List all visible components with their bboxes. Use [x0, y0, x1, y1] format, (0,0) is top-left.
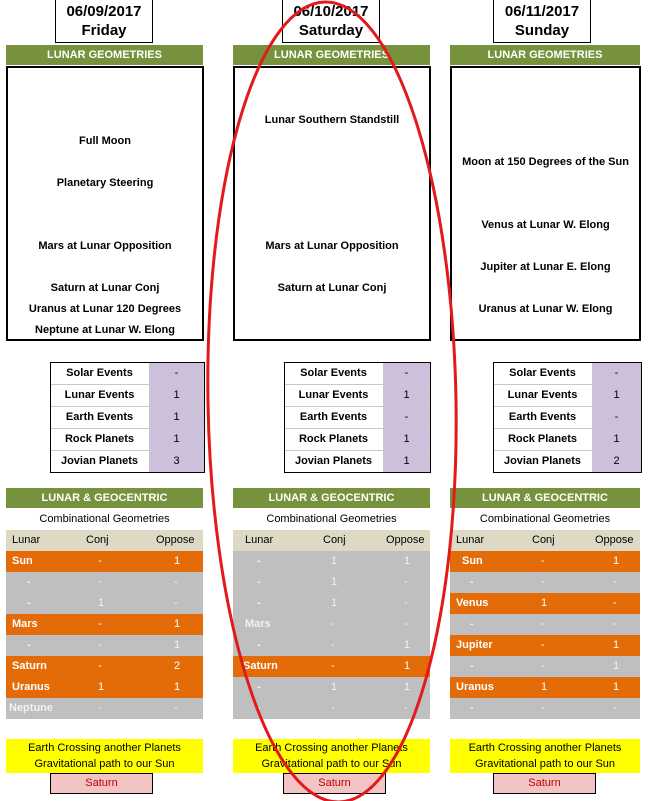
stat-value: -: [592, 407, 641, 428]
earth-crossing-line2: Gravitational path to our Sun: [474, 758, 616, 770]
earth-crossing-band: [233, 739, 430, 773]
lunar-events-box: [450, 66, 641, 341]
stat-value: -: [149, 363, 204, 384]
row-conj: 1: [541, 681, 548, 693]
stat-value: 1: [592, 429, 641, 450]
row-oppose: -: [404, 597, 408, 609]
stat-label: Lunar Events: [285, 385, 382, 406]
lunar-event: Saturn at Lunar Conj: [277, 282, 387, 294]
lunar-geometries-header: LUNAR GEOMETRIES: [6, 45, 203, 65]
stat-row: [51, 450, 204, 472]
col-header-conj: Conj: [86, 534, 109, 546]
col-header-lunar: Lunar: [456, 534, 485, 546]
table-row: [6, 635, 203, 656]
stat-row: [51, 363, 204, 384]
geocentric-header: LUNAR & GEOCENTRIC: [450, 488, 640, 508]
stat-label: Lunar Events: [494, 385, 591, 406]
row-conj: 1: [541, 597, 548, 609]
date-label: 06/10/2017: [293, 3, 369, 20]
stat-label: Solar Events: [51, 363, 148, 384]
table-row: [6, 572, 203, 593]
earth-crossing-line1: Earth Crossing another Planets: [28, 742, 181, 754]
table-row: [233, 698, 430, 719]
row-conj: -: [541, 576, 545, 588]
stat-label: Jovian Planets: [51, 451, 148, 472]
table-row: [233, 677, 430, 698]
stat-value: 1: [592, 385, 641, 406]
col-header-oppose: Oppose: [595, 534, 634, 546]
row-oppose: 1: [613, 660, 620, 672]
col-header-oppose: Oppose: [386, 534, 425, 546]
row-conj: -: [541, 618, 545, 630]
lunar-event: Lunar Southern Standstill: [264, 114, 400, 126]
stat-value: 2: [592, 451, 641, 472]
col-header-oppose: Oppose: [156, 534, 195, 546]
table-row: [6, 698, 203, 719]
earth-crossing-line1: Earth Crossing another Planets: [255, 742, 408, 754]
row-planet: -: [470, 702, 474, 714]
combinational-geometries-label: Combinational Geometries: [450, 509, 640, 529]
row-oppose: -: [613, 576, 617, 588]
table-row: [450, 656, 640, 677]
row-conj: -: [98, 639, 102, 651]
row-oppose: -: [613, 597, 617, 609]
row-conj: 1: [98, 597, 105, 609]
geocentric-header: LUNAR & GEOCENTRIC: [6, 488, 203, 508]
table-row: [450, 593, 640, 614]
table-row: [450, 677, 640, 698]
row-planet: Jupiter: [456, 639, 493, 651]
row-planet: Saturn: [12, 660, 47, 672]
stat-value: -: [383, 363, 430, 384]
row-planet: Sun: [12, 555, 33, 567]
row-oppose: -: [404, 618, 408, 630]
row-conj: -: [98, 702, 102, 714]
stat-row: [494, 428, 641, 450]
row-planet: -: [257, 639, 261, 651]
row-oppose: -: [404, 702, 408, 714]
row-oppose: 1: [174, 681, 181, 693]
row-planet: -: [257, 576, 261, 588]
row-planet: Sun: [462, 555, 483, 567]
row-planet: -: [27, 576, 31, 588]
stat-value: 1: [383, 385, 430, 406]
row-oppose: 1: [404, 639, 411, 651]
earth-crossing-band: [6, 739, 203, 773]
row-conj: 1: [331, 576, 338, 588]
date-header: [282, 0, 380, 43]
stat-row: [494, 363, 641, 384]
stat-label: Jovian Planets: [285, 451, 382, 472]
row-oppose: -: [174, 597, 178, 609]
row-oppose: 1: [404, 660, 411, 672]
row-conj: -: [98, 576, 102, 588]
row-oppose: -: [613, 618, 617, 630]
day-label: Friday: [81, 22, 127, 39]
row-conj: 1: [331, 597, 338, 609]
row-oppose: 1: [613, 681, 620, 693]
date-header: [55, 0, 153, 43]
table-row: [450, 572, 640, 593]
lunar-event: Jupiter at Lunar E. Elong: [480, 261, 611, 273]
row-planet: Mars: [245, 618, 271, 630]
stat-value: 1: [383, 429, 430, 450]
row-oppose: -: [404, 576, 408, 588]
row-oppose: 1: [174, 618, 181, 630]
table-row: [6, 677, 203, 698]
crossing-planet-box: Saturn: [493, 773, 596, 794]
combinational-geometries-label: Combinational Geometries: [6, 509, 203, 529]
row-conj: -: [331, 702, 335, 714]
lunar-event: Uranus at Lunar 120 Degrees: [28, 303, 182, 315]
row-conj: -: [98, 555, 102, 567]
row-conj: -: [541, 660, 545, 672]
geometries-table: [233, 530, 430, 719]
row-oppose: -: [613, 702, 617, 714]
earth-crossing-line1: Earth Crossing another Planets: [468, 742, 622, 754]
earth-crossing-line2: Gravitational path to our Sun: [34, 758, 175, 770]
table-row: [233, 635, 430, 656]
row-conj: 1: [331, 681, 338, 693]
row-conj: 1: [98, 681, 105, 693]
row-oppose: 1: [404, 555, 411, 567]
row-planet: -: [470, 576, 474, 588]
row-oppose: 1: [613, 555, 620, 567]
row-planet: -: [257, 597, 261, 609]
date-label: 06/11/2017: [504, 3, 580, 20]
row-oppose: -: [174, 702, 178, 714]
row-oppose: 1: [404, 681, 411, 693]
stat-row: [285, 406, 430, 428]
geometries-table: [450, 530, 640, 719]
table-row: [450, 698, 640, 719]
row-planet: -: [470, 618, 474, 630]
table-row: [450, 614, 640, 635]
row-planet: -: [27, 639, 31, 651]
row-conj: -: [541, 702, 545, 714]
lunar-event: Planetary Steering: [56, 177, 154, 189]
lunar-geometries-header: LUNAR GEOMETRIES: [233, 45, 430, 65]
stat-value: -: [592, 363, 641, 384]
row-conj: -: [98, 660, 102, 672]
col-header-conj: Conj: [323, 534, 346, 546]
event-stats-table: [493, 362, 642, 473]
row-oppose: -: [174, 576, 178, 588]
lunar-event: Saturn at Lunar Conj: [50, 282, 160, 294]
earth-crossing-band: [450, 739, 640, 773]
stat-label: Lunar Events: [51, 385, 148, 406]
row-conj: 1: [331, 555, 338, 567]
row-planet: Uranus: [12, 681, 50, 693]
row-conj: -: [541, 639, 545, 651]
row-conj: -: [331, 618, 335, 630]
combinational-geometries-label: Combinational Geometries: [233, 509, 430, 529]
table-row: [233, 656, 430, 677]
stat-value: 1: [383, 451, 430, 472]
table-row: [233, 614, 430, 635]
row-planet: -: [27, 597, 31, 609]
stat-row: [51, 384, 204, 406]
row-conj: -: [541, 555, 545, 567]
col-header-lunar: Lunar: [245, 534, 274, 546]
col-header-lunar: Lunar: [12, 534, 41, 546]
row-oppose: 1: [174, 555, 181, 567]
stat-row: [285, 428, 430, 450]
row-planet: -: [257, 681, 261, 693]
row-planet: Venus: [456, 597, 489, 609]
stat-value: 1: [149, 385, 204, 406]
stat-label: Earth Events: [51, 407, 148, 428]
lunar-event: Mars at Lunar Opposition: [38, 240, 172, 252]
lunar-events-box: [6, 66, 204, 341]
table-row: [6, 656, 203, 677]
table-row: [6, 614, 203, 635]
stat-row: [494, 384, 641, 406]
crossing-planet-box: Saturn: [283, 773, 386, 794]
table-header-row: [233, 530, 430, 551]
table-header-row: [450, 530, 640, 551]
stat-label: Earth Events: [494, 407, 591, 428]
day-label: Sunday: [514, 22, 570, 39]
row-planet: Uranus: [456, 681, 494, 693]
geocentric-header: LUNAR & GEOCENTRIC: [233, 488, 430, 508]
table-row: [233, 572, 430, 593]
lunar-event: Venus at Lunar W. Elong: [481, 219, 610, 231]
earth-crossing-line2: Gravitational path to our Sun: [261, 758, 402, 770]
lunar-events-box: [233, 66, 431, 341]
stat-value: 1: [149, 429, 204, 450]
table-row: [450, 551, 640, 572]
table-row: [6, 593, 203, 614]
geometries-table: [6, 530, 203, 719]
row-planet: -: [470, 660, 474, 672]
table-header-row: [6, 530, 203, 551]
row-oppose: 1: [613, 639, 620, 651]
row-planet: Neptune: [9, 702, 53, 714]
stat-value: 3: [149, 451, 204, 472]
stat-label: Rock Planets: [51, 429, 148, 450]
stat-label: Solar Events: [285, 363, 382, 384]
table-row: [233, 593, 430, 614]
stat-label: Solar Events: [494, 363, 591, 384]
row-conj: -: [98, 618, 102, 630]
table-row: [6, 551, 203, 572]
day-label: Saturday: [298, 22, 364, 39]
event-stats-table: [50, 362, 205, 473]
stat-row: [494, 406, 641, 428]
lunar-event: Moon at 150 Degrees of the Sun: [462, 156, 629, 168]
date-header: [493, 0, 591, 43]
lunar-event: Mars at Lunar Opposition: [265, 240, 399, 252]
lunar-geometries-header: LUNAR GEOMETRIES: [450, 45, 640, 65]
col-header-conj: Conj: [532, 534, 555, 546]
stat-row: [494, 450, 641, 472]
stat-label: Rock Planets: [494, 429, 591, 450]
stat-value: -: [383, 407, 430, 428]
stat-row: [285, 450, 430, 472]
row-planet: -: [257, 555, 261, 567]
row-oppose: 2: [174, 660, 181, 672]
row-planet: Saturn: [243, 660, 278, 672]
table-row: [233, 551, 430, 572]
stat-label: Rock Planets: [285, 429, 382, 450]
lunar-event: Neptune at Lunar W. Elong: [35, 324, 175, 336]
lunar-event: Full Moon: [79, 135, 131, 147]
stat-row: [51, 406, 204, 428]
event-stats-table: [284, 362, 431, 473]
row-oppose: 1: [174, 639, 181, 651]
row-planet: -: [257, 702, 261, 714]
crossing-planet-box: Saturn: [50, 773, 153, 794]
stat-row: [51, 428, 204, 450]
stat-value: 1: [149, 407, 204, 428]
date-label: 06/09/2017: [66, 3, 142, 20]
stat-label: Jovian Planets: [494, 451, 591, 472]
stat-label: Earth Events: [285, 407, 382, 428]
stat-row: [285, 384, 430, 406]
row-conj: -: [331, 639, 335, 651]
row-conj: -: [331, 660, 335, 672]
lunar-event: Uranus at Lunar W. Elong: [478, 303, 613, 315]
row-planet: Mars: [12, 618, 38, 630]
table-row: [450, 635, 640, 656]
stat-row: [285, 363, 430, 384]
